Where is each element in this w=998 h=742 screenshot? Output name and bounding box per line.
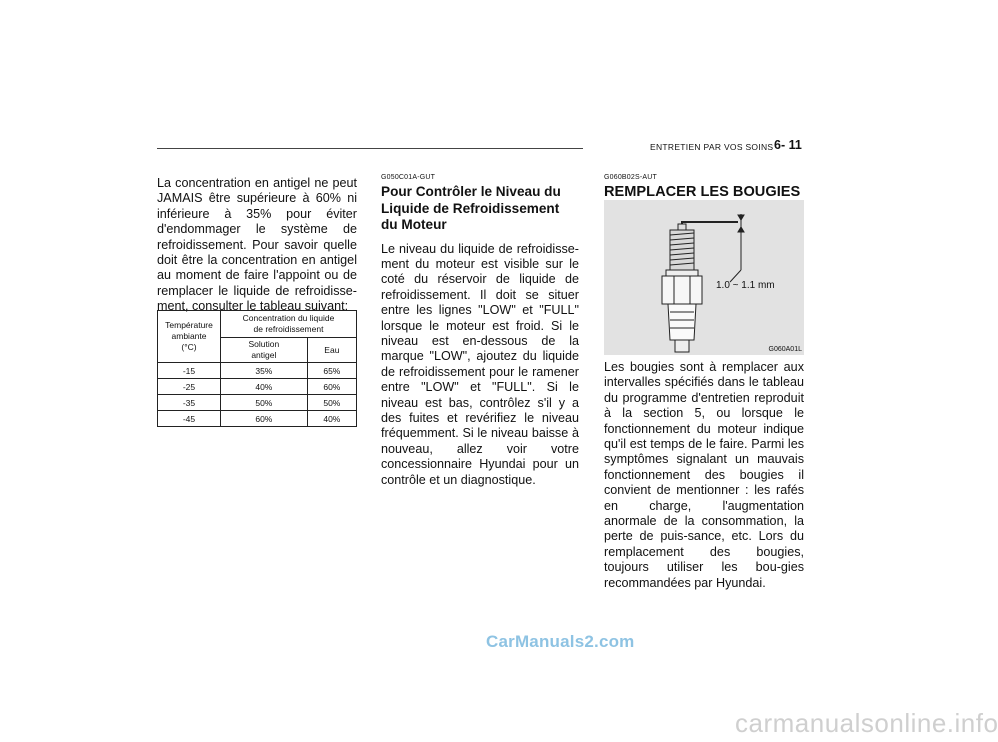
table-row: -25 40% 60% [158,379,357,395]
temperature-header: Température ambiante (°C) [158,311,221,363]
table-row: -45 60% 40% [158,411,357,427]
spark-plug-icon [604,200,804,355]
concentration-header: Concentration du liquide de refroidissement [221,311,357,338]
antigel-subheader: Solution antigel [221,338,308,363]
column-1 [157,176,357,315]
eau-subheader: Eau [307,338,356,363]
gap-label: 1.0 ~ 1.1 mm [716,280,775,291]
antigel-paragraph: La concentration en antigel ne peut JAMAIS être supérieure à 60% ni inférieure à 35% pour éviter d'endommager le système de refroidissement. Pour savoir quelle doit être la concentration en antigel au moment de faire l'appoint ou de remplacer le liquide de refroidisse-ment, consulter le tableau suivant: [157,176,357,314]
page-number: 6- 11 [774,138,802,152]
spark-plug-figure [604,200,804,355]
header-rule [157,148,583,149]
figure-code: G060A01L [768,346,802,353]
section-code: G050C01A-GUT [381,174,436,181]
spark-plug-text-block [604,360,804,591]
coolant-heading: Pour Contrôler le Niveau du Liquide de Refroidissement du Moteur [381,184,561,232]
coolant-paragraph: Le niveau du liquide de refroidisse-ment du moteur est visible sur le coté du réservoir de liquide de refroidissement. Il doit se situer entre les lignes "LOW" et "FULL" lorsque le moteur est froid. Si le niveau est en-dessous de la marque "LOW", ajoutez du liquide de refroidissement pour le ramener entre "LOW" et "FULL". Si le niveau est bas, contrôlez s'il y a des fuites et revérifiez le niveau fréquemment. Si le niveau baisse à nouveau, allez voir votre concessionnaire Hyundai pour un contrôle et un diagnostique. [381,241,579,487]
section-code: G060B02S-AUT [604,174,657,181]
table-row: -15 35% 65% [158,363,357,379]
footer-site: carmanualsonline.info [735,708,998,738]
concentration-table [157,310,357,427]
section-title: ENTRETIEN PAR VOS SOINS [650,142,774,152]
watermark: CarManuals2.com [486,632,635,651]
table-row: -35 50% 50% [158,395,357,411]
spark-plug-heading: REMPLACER LES BOUGIES [604,184,801,200]
spark-plug-paragraph: Les bougies sont à remplacer aux intervalles spécifiés dans le tableau du programme d'entretien reproduit à la section 5, ou lorsque le fonctionnement du moteur indique qu'il est temps de le faire. Parmi les symptômes signalant un mauvais fonctionnement des bougies il convient de mentionner : les rafés en charge, l'augmentation anormale de la consommation, la perte de puis-sance, etc. Lors du remplacement des bougies, toujours utiliser les bou-gies recommandées par Hyundai. [604,360,804,590]
column-2 [381,174,579,488]
